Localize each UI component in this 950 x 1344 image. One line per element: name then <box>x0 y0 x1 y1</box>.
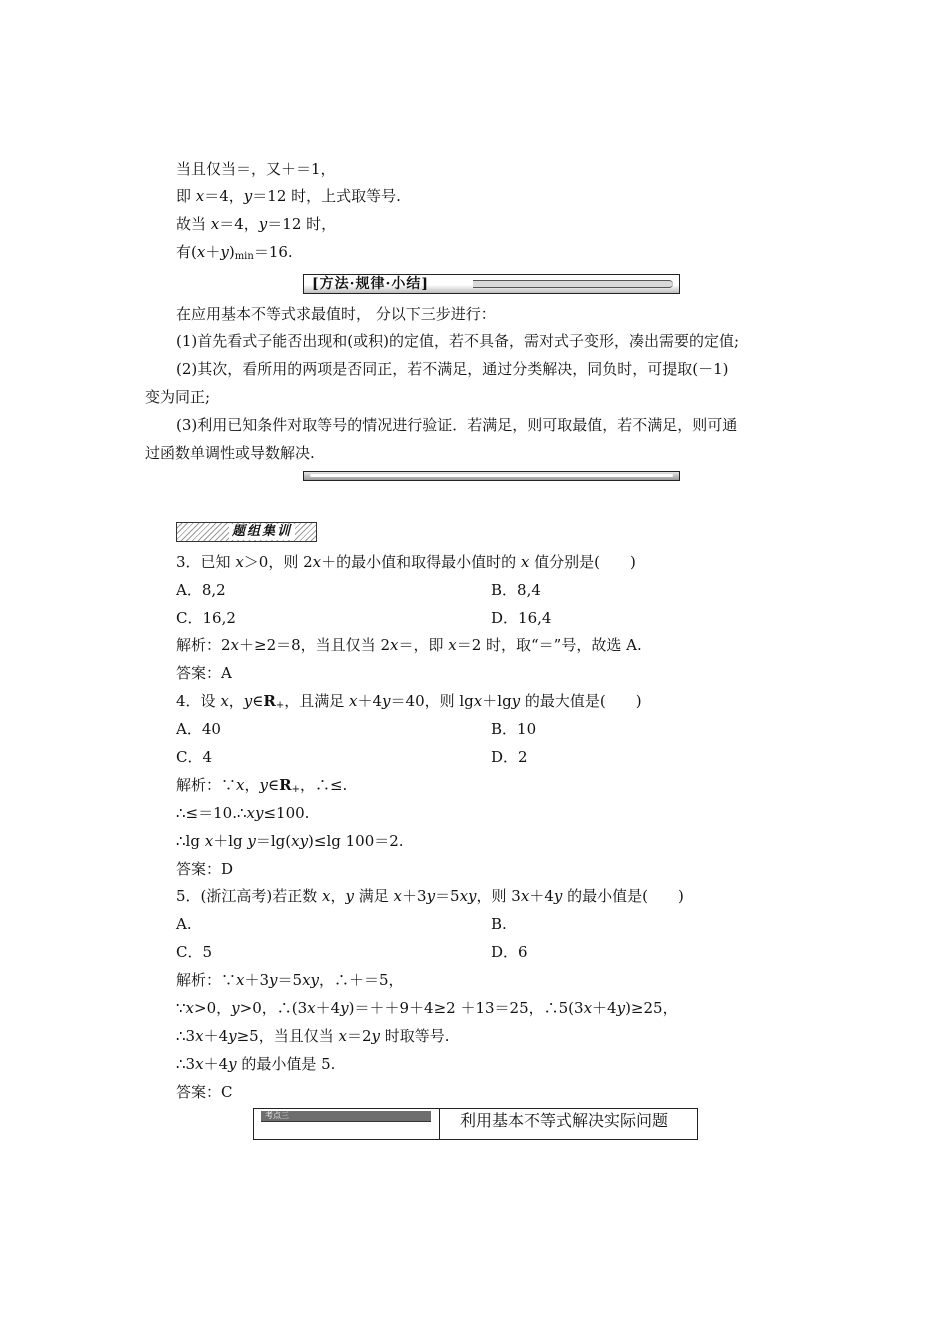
q3-answer: 答案：A <box>176 664 232 682</box>
q4-option-d: D．2 <box>491 748 528 766</box>
method-step-2-cont: 变为同正; <box>145 388 211 406</box>
intro-line-2: 即 x＝4，y＝12 时，上式取等号. <box>176 187 401 205</box>
intro-line-3: 故当 x＝4，y＝12 时， <box>176 215 337 233</box>
method-summary-label: [方法·规律·小结] <box>312 276 429 292</box>
topic-header-box <box>253 1108 698 1140</box>
q3-solution: 解析：2x＋≥2＝8，当且仅当 2x＝，即 x＝2 时，取“＝”号，故选 A. <box>176 636 642 654</box>
q4-option-a: A．40 <box>176 720 221 738</box>
method-step-3-cont: 过函数单调性或导数解决. <box>145 444 315 462</box>
q3-option-a: A．8,2 <box>176 581 226 599</box>
topic-title: 利用基本不等式解决实际问题 <box>460 1111 669 1130</box>
method-step-3: (3)利用已知条件对取等号的情况进行验证．若满足，则可取最值，若不满足，则可通 <box>176 416 738 434</box>
q4-option-c: C．4 <box>176 748 213 766</box>
q5-option-b: B. <box>491 915 507 933</box>
q5-option-c: C．5 <box>176 943 213 961</box>
q3-stem: 3．已知 x＞0，则 2x＋的最小值和取得最小值时的 x 值分别是( ) <box>176 553 636 571</box>
method-summary-footer <box>303 471 680 481</box>
q3-option-b: B．8,4 <box>491 581 541 599</box>
q4-answer: 答案：D <box>176 860 234 878</box>
q5-solution-3: ∴3x＋4y≥5，当且仅当 x＝2y 时取等号. <box>176 1027 450 1045</box>
header-decoration <box>473 280 673 288</box>
intro-line-1: 当且仅当＝，又＋＝1， <box>176 160 336 178</box>
q3-option-d: D．16,4 <box>491 609 552 627</box>
method-step-2: (2)其次，看所用的两项是否同正，若不满足，通过分类解决，同负时，可提取(－1) <box>176 360 729 378</box>
q3-option-c: C．16,2 <box>176 609 236 627</box>
group-training-label: 题组集训 <box>229 524 295 540</box>
method-intro: 在应用基本不等式求最值时， 分以下三步进行： <box>176 305 496 323</box>
group-training-tag <box>176 522 317 542</box>
intro-line-4: 有$(x+y)_{min}=16$. <box>176 243 293 262</box>
q5-stem: 5．(浙江高考)若正数 x，y 满足 x＋3y＝5xy，则 3x＋4y 的最小值是( ) <box>176 887 684 905</box>
q4-stem: 4．设 x，$y\in R_+$，且满足 x＋4y＝40，则 lgx＋lgy 的最大值是( ) <box>176 692 642 711</box>
method-summary-header <box>303 274 680 294</box>
q5-solution-2: ∵x>0，y>0，∴(3x＋4y)＝＋＋9＋4≥2 ＋13＝25，∴5(3x＋4y)≥25， <box>176 999 678 1017</box>
topic-tag: 考点三 <box>261 1111 431 1122</box>
q5-solution-1: 解析：∵x＋3y＝5xy，∴＋＝5， <box>176 971 404 989</box>
q5-option-d: D．6 <box>491 943 528 961</box>
q4-option-b: B．10 <box>491 720 537 738</box>
topic-tag-cell <box>254 1109 440 1139</box>
q4-solution-3: ∴lg x＋lg y＝lg(xy)≤lg 100＝2. <box>176 832 404 850</box>
q4-solution-2: ∴≤＝10.∴xy≤100. <box>176 804 310 822</box>
q5-solution-4: ∴3x＋4y 的最小值是 5. <box>176 1055 336 1073</box>
method-step-1: (1)首先看式子能否出现和(或积)的定值，若不具备，需对式子变形，凑出需要的定值; <box>176 332 740 350</box>
q5-option-a: A. <box>176 915 192 933</box>
q4-solution-1: 解析：∵x，$y\in R_+$，∴≤. <box>176 776 348 795</box>
q5-answer: 答案：C <box>176 1083 233 1101</box>
